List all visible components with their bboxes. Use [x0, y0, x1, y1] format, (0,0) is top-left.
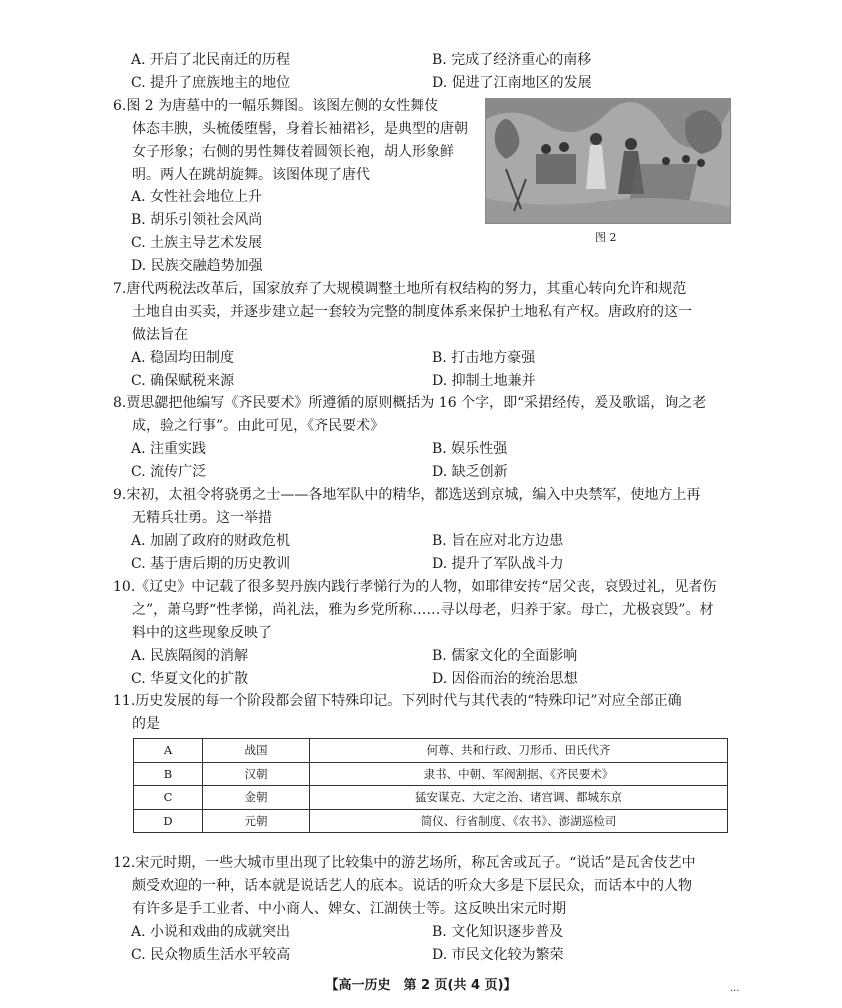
table-row	[134, 762, 728, 786]
q12-stem-line-2: 颇受欢迎的一种，话本就是说话艺人的底本。说话的听众大多是下层民众，而话本中的人物	[132, 878, 692, 894]
q7-option-c: C. 确保赋税来源	[131, 373, 235, 389]
q8-option-c: C. 流传广泛	[131, 464, 207, 480]
page-footer	[0, 975, 842, 998]
table-row	[134, 786, 728, 810]
table-cell: 金朝	[203, 786, 310, 810]
table-cell: C	[134, 786, 203, 810]
q9-stem-line-2: 无精兵壮勇。这一举措	[132, 510, 272, 526]
q12-option-a: A. 小说和戏曲的成就突出	[131, 924, 291, 940]
footer-text: 【高一历史 第 2 页(共 4 页)】	[325, 978, 517, 993]
q5-option-a: A. 开启了北民南迁的历程	[131, 52, 291, 68]
q8-option-d: D. 缺乏创新	[432, 464, 508, 480]
q12-stem-line-1: 12.宋元时期，一些大城市里出现了比较集中的游艺场所，称瓦舍或瓦子。“说话”是瓦舍伎艺中	[113, 855, 696, 871]
table-cell: D	[134, 809, 203, 833]
q10-option-c: C. 华夏文化的扩散	[131, 671, 249, 687]
q11-stem-line-1: 11.历史发展的每一个阶段都会留下特殊印记。下列时代与其代表的“特殊印记”对应全部正确	[113, 693, 682, 709]
q9-option-b: B. 旨在应对北方边患	[432, 533, 564, 549]
q6-stem-line-1: 6.图 2 为唐墓中的一幅乐舞图。该图左侧的女性舞伎	[113, 98, 439, 114]
q6-option-c: C. 土族主导艺术发展	[131, 235, 263, 251]
q6-stem-line-4: 明。两人在跳胡旋舞。该图体现了唐代	[132, 167, 370, 183]
table-row	[134, 739, 728, 763]
q12-stem-line-3: 有许多是手工业者、中小商人、婢女、江湖侠士等。这反映出宋元时期	[132, 901, 566, 917]
q10-stem-line-1: 10.《辽史》中记载了很多契丹族内践行孝悌行为的人物，如耶律安抟“居父丧，哀毁过礼，见者伤	[113, 579, 717, 595]
q6-option-b: B. 胡乐引领社会风尚	[131, 212, 263, 228]
q11-table	[133, 738, 728, 833]
q5-option-d: D. 促进了江南地区的发展	[432, 75, 592, 91]
q7-option-d: D. 抑制土地兼并	[432, 373, 536, 389]
table-cell: A	[134, 739, 203, 763]
table-cell: B	[134, 762, 203, 786]
q7-stem-line-3: 做法旨在	[132, 327, 188, 343]
q6-stem-line-3: 女子形象；右侧的男性舞伎着圆领长袍，胡人形象鲜	[132, 144, 454, 160]
table-cell: 战国	[203, 739, 310, 763]
table-cell: 元朝	[203, 809, 310, 833]
q10-stem-line-3: 料中的这些现象反映了	[132, 625, 272, 641]
q8-stem-line-2: 成，验之行事”。由此可见，《齐民要术》	[132, 418, 385, 434]
q7-stem-line-1: 7.唐代两税法改革后，国家放弃了大规模调整土地所有权结构的努力，其重心转向允许和规范	[113, 281, 687, 297]
table-row	[134, 809, 728, 833]
table-cell: 隶书、中朝、军阀割据、《齐民要术》	[310, 762, 728, 786]
q11-stem-line-2: 的是	[132, 716, 160, 732]
q7-option-b: B. 打击地方豪强	[432, 350, 536, 366]
q12-option-d: D. 市民文化较为繁荣	[432, 947, 564, 963]
page-mark: ...	[730, 983, 740, 994]
q9-option-a: A. 加剧了政府的财政危机	[131, 533, 291, 549]
q10-option-a: A. 民族隔阂的消解	[131, 648, 249, 664]
table-cell: 何尊、共和行政、刀形币、田氏代齐	[310, 739, 728, 763]
q10-option-b: B. 儒家文化的全面影响	[432, 648, 578, 664]
table-cell: 汉朝	[203, 762, 310, 786]
q10-option-d: D. 因俗而治的统治思想	[432, 671, 578, 687]
q7-option-a: A. 稳固均田制度	[131, 350, 235, 366]
q6-option-a: A. 女性社会地位上升	[131, 189, 263, 205]
tang-dance-mural-image	[485, 98, 731, 224]
q5-option-b: B. 完成了经济重心的南移	[432, 52, 592, 68]
q8-option-b: B. 娱乐性强	[432, 441, 508, 457]
q9-option-d: D. 提升了军队战斗力	[432, 556, 564, 572]
table-cell: 猛安谋克、大定之治、诸宫调、都城东京	[310, 786, 728, 810]
figure-caption: 图 2	[595, 231, 617, 244]
q5-option-c: C. 提升了庶族地主的地位	[131, 75, 291, 91]
q9-option-c: C. 基于唐后期的历史教训	[131, 556, 291, 572]
q12-option-b: B. 文化知识逐步普及	[432, 924, 564, 940]
q6-option-d: D. 民族交融趋势加强	[131, 258, 263, 274]
table-cell: 简仪、行省制度、《农书》、澎湖巡检司	[310, 809, 728, 833]
q12-option-c: C. 民众物质生活水平较高	[131, 947, 291, 963]
q6-stem-line-2: 体态丰腴，头梳倭堕髻，身着长袖裙衫，是典型的唐朝	[132, 121, 468, 137]
q9-stem-line-1: 9.宋初，太祖令将骁勇之士——各地军队中的精华，都选送到京城，编入中央禁军，使地方上再	[113, 487, 701, 503]
q7-stem-line-2: 土地自由买卖，并逐步建立起一套较为完整的制度体系来保护土地私有产权。唐政府的这一	[132, 304, 692, 320]
q10-stem-line-2: 之”，萧乌野“性孝悌，尚礼法，雅为乡党所称……寻以母老，归养于家。母亡，尤极哀毁”。材	[132, 602, 714, 618]
q8-option-a: A. 注重实践	[131, 441, 207, 457]
q8-stem-line-1: 8.贾思勰把他编写《齐民要术》所遵循的原则概括为 16 个字，即“采捃经传，爰及歌谣，询之老	[113, 395, 707, 411]
